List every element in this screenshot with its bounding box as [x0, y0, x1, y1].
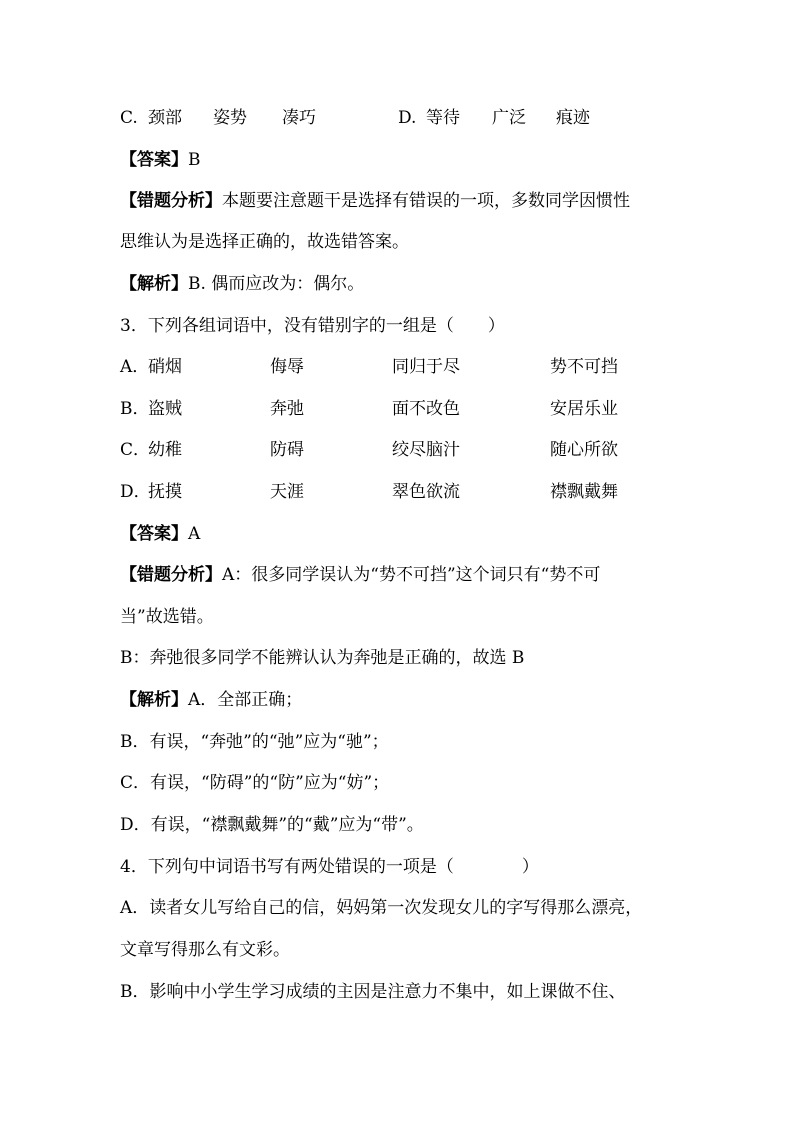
option-label: D．: [120, 482, 151, 502]
analysis-tag: 【解析】: [120, 274, 188, 294]
q4-option-a-line-1: A．读者女儿写给自己的信，妈妈第一次发现女儿的字写得那么漂亮，: [120, 898, 643, 918]
q4-option-b-line-1: B．影响中小学生学习成绩的主因是注意力不集中，如上课做不住、: [120, 982, 626, 1002]
error-analysis-text: 本题要注意题干是选择有错误的一项，多数同学因惯性: [222, 191, 630, 211]
option-label: B．: [120, 399, 150, 419]
analysis-tag: 【解析】: [120, 690, 188, 710]
q2-analysis: [120, 273, 364, 295]
option-word: 硝烟: [148, 357, 182, 377]
option-word: 防碍: [270, 440, 304, 460]
option-d-label: D.: [398, 108, 417, 128]
error-analysis-text: A：很多同学误认为“势不可挡”这个词只有“势不可: [222, 565, 601, 585]
q4-option-a-line-2: 文章写得那么有文彩。: [120, 940, 290, 960]
analysis-text: B. 偶而应改为：偶尔。: [188, 274, 365, 294]
option-word: 翠色欲流: [392, 482, 460, 502]
q3-analysis-line-2: B．有误，“奔弛”的“弛”应为“驰”；: [120, 732, 389, 752]
option-c-word-1: 颈部: [148, 108, 182, 128]
option-label: A．: [120, 357, 150, 377]
answer-text: A: [188, 524, 201, 544]
option-word: 奔弛: [270, 399, 304, 419]
option-word: 幼稚: [148, 440, 182, 460]
answer-tag: 【答案】: [120, 524, 188, 544]
option-d-word-2: 广泛: [492, 108, 526, 128]
option-word: 同归于尽: [392, 357, 460, 377]
answer-text: B: [188, 150, 201, 170]
option-word: 襟飘戴舞: [550, 482, 618, 502]
q3-stem: 3．下列各组词语中，没有错别字的一组是（ ）: [120, 316, 505, 336]
q3-error-analysis-line-3: B：奔弛很多同学不能辨认认为奔弛是正确的，故选 B: [120, 648, 525, 668]
option-c-word-3: 凑巧: [282, 108, 316, 128]
option-c-label: C.: [120, 108, 138, 128]
option-word: 势不可挡: [550, 357, 618, 377]
q3-analysis-line-3: C．有误，“防碍”的“防”应为“妨”；: [120, 773, 390, 793]
q4-stem: 4．下列句中词语书写有两处错误的一项是（ ）: [120, 857, 539, 877]
option-d-word-1: 等待: [426, 108, 460, 128]
q3-analysis-line-4: D．有误，“襟飘戴舞”的“戴”应为“带”。: [120, 815, 424, 835]
option-word: 盗贼: [148, 399, 182, 419]
analysis-text: A．全部正确；: [188, 690, 303, 710]
option-word: 侮辱: [270, 357, 304, 377]
q2-error-analysis-line-1: [120, 190, 630, 212]
option-d-word-3: 痕迹: [556, 108, 590, 128]
q3-answer: [120, 523, 200, 545]
q3-analysis-line-1: [120, 689, 302, 711]
option-word: 面不改色: [392, 399, 460, 419]
option-word: 随心所欲: [550, 440, 618, 460]
error-analysis-tag: 【错题分析】: [120, 191, 222, 211]
option-word: 安居乐业: [550, 399, 618, 419]
q2-error-analysis-line-2: 思维认为是选择正确的，故选错答案。: [120, 232, 409, 252]
q3-error-analysis-line-1: [120, 564, 600, 586]
error-analysis-tag: 【错题分析】: [120, 565, 222, 585]
option-c-word-2: 姿势: [213, 108, 247, 128]
option-word: 绞尽脑汁: [392, 440, 460, 460]
option-word: 抚摸: [148, 482, 182, 502]
option-label: C．: [120, 440, 151, 460]
answer-tag: 【答案】: [120, 150, 188, 170]
q3-error-analysis-line-2: 当”故选错。: [120, 607, 214, 627]
option-word: 天涯: [270, 482, 304, 502]
q2-answer: [120, 149, 201, 171]
